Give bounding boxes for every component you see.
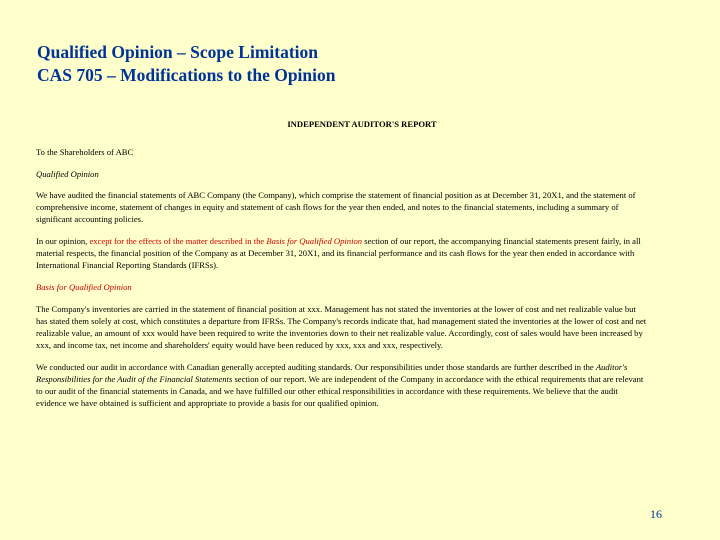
- addressee: To the Shareholders of ABC: [36, 147, 134, 157]
- title-line-2: CAS 705 – Modifications to the Opinion: [37, 65, 336, 85]
- responsibilities-reference: Auditor's Responsibilities for the Audit of the Financial Statements: [36, 362, 628, 384]
- title-line-1: Qualified Opinion – Scope Limitation: [37, 42, 319, 62]
- opinion-text-1: In our opinion,: [36, 236, 90, 246]
- report-heading: INDEPENDENT AUDITOR'S REPORT: [287, 119, 437, 129]
- independence-paragraph: [36, 361, 648, 409]
- opinion-text-2: section of our report, the accompanying financial statements present fairly, in all material respects, the financial position of the Company as at December 31, 20X1, and its financial performance and its cash flows for the year then ended in accordance with International Financial Reporting Standards (IFRSs).: [36, 236, 641, 270]
- basis-heading: Basis for Qualified Opinion: [36, 282, 132, 292]
- independence-text-1: We conducted our audit in accordance with Canadian generally accepted auditing standards. Our responsibilities under those standards are further described in the: [36, 362, 596, 372]
- auditor-report: [36, 118, 648, 419]
- page-number: 16: [650, 507, 662, 521]
- basis-paragraph: The Company's inventories are carried in the statement of financial position at xxx. Management has not stated the inventories at the lower of cost and net realizable value but has stated them solely at cost, which constitutes a departure from IFRSs. The Company's records indicate that, had management stated the inventories at the lower of cost and net realizable value, an amount of xxx would have been required to write the inventories down to their net realizable value. Accordingly, cost of sales would have been increased by xxx, and income tax, net income and shareholders' equity would have been reduced by xxx, xxx and xxx, respectively.: [36, 304, 647, 350]
- opinion-basis-reference: Basis for Qualified Opinion: [266, 236, 363, 246]
- independence-text-2: section of our report. We are independent of the Company in accordance with the ethical requirements that are relevant to our audit of the financial statements in Canada, and we have fulfilled our other ethical responsibilities in accordance with these requirements. We believe that the audit evidence we have obtained is sufficient and appropriate to provide a basis for our qualified opinion.: [36, 374, 644, 408]
- opinion-paragraph: [36, 235, 648, 271]
- opinion-qualification-text: except for the effects of the matter described in the: [89, 236, 267, 246]
- slide-title: [37, 41, 336, 87]
- qualified-opinion-heading: Qualified Opinion: [36, 169, 99, 179]
- audit-scope-paragraph: We have audited the financial statements of ABC Company (the Company), which comprise the statement of financial position as at December 31, 20X1, and the statement of comprehensive income, statement of changes in equity and statement of cash flows for the year then ended, and notes to the financial statements, including a summary of significant accounting policies.: [36, 190, 636, 224]
